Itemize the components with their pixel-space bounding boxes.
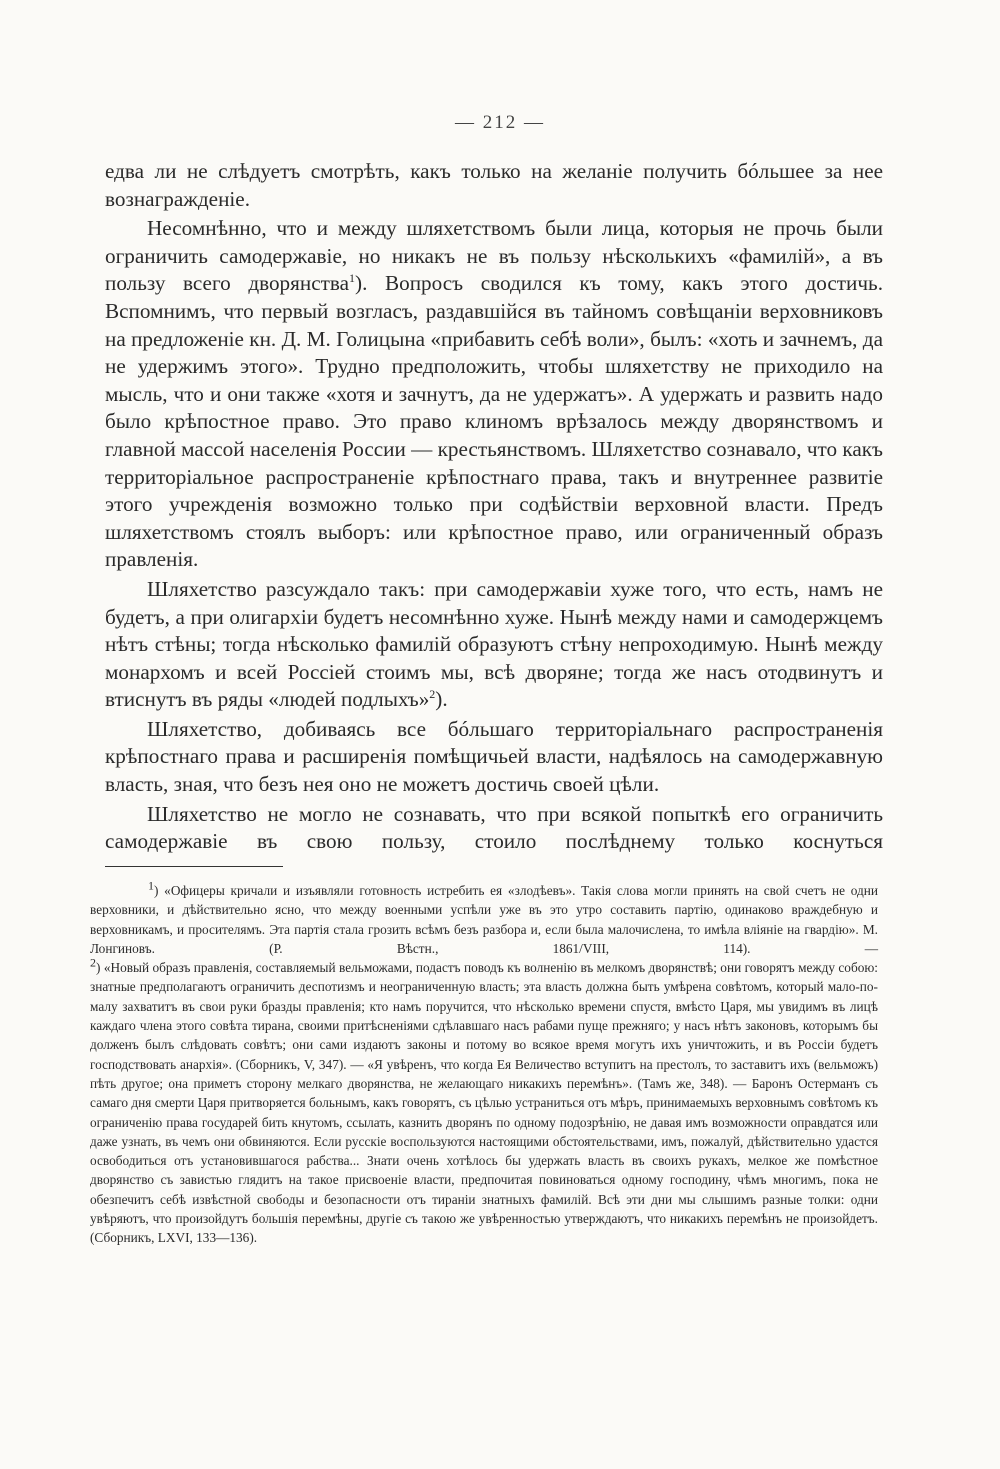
footnote-ref-1: 1 bbox=[349, 271, 356, 286]
footnote-2-marker: 2 bbox=[90, 955, 96, 970]
footnote-1 bbox=[90, 878, 878, 958]
page-number: — 212 — bbox=[455, 112, 545, 133]
main-text bbox=[105, 158, 883, 856]
paragraph-3 bbox=[105, 576, 883, 714]
footnote-ref-2: 2 bbox=[429, 687, 436, 702]
footnote-1-marker: 1 bbox=[148, 878, 154, 893]
footnote-divider bbox=[105, 866, 283, 867]
footnote-2-text: ) «Новый образъ правленія, составляемый вельможами, подастъ поводъ къ волненію въ мелкомъ дворянствѣ; они говорятъ между собою: знатные предполагаютъ ограничить деспотизмъ и неограниченную власть; эта власть должна быть умѣрена совѣтомъ, который мало-по-малу захватитъ въ свои руки бразды правленія; кто намъ поручится, что нѣсколько времени спустя, вмѣсто Царя, мы увидимъ въ лицѣ каждаго члена этого совѣта тирана, своими притѣсненіями сдѣлавшаго насъ рабами пуще прежняго; у насъ нѣтъ законовъ, которымъ бы долженъ былъ слѣдовать совѣтъ; они сами издаютъ законы и потому во всякое время могутъ ихъ уничтожить, и въ Россіи будетъ господствовать анархія». (Сборникъ, V, 347). — «Я увѣренъ, что когда Ея Величество вступитъ на престолъ, то заставитъ ихъ (вельможъ) пѣть другое; она приметъ сторону мелкаго дворянства, не желающаго никакихъ перемѣнъ». (Тамъ же, 348). — Баронъ Остерманъ съ самаго дня смерти Царя притворяется больнымъ, какъ говорятъ, съ цѣлью устраниться отъ мѣръ, принимаемыхъ верховнымъ совѣтомъ къ ограниченію права государей бить кнутомъ, ссылать, казнить дворянъ по одному подозрѣнію, не давая имъ возможности оправдатся или даже узнать, въ чемъ они обвиняются. Если русскіе воспользуются настоящими обстоятельствами, имъ, пожалуй, дѣйствительно удастся освободиться отъ установившагося рабства... Знати очень хотѣлось бы удержать власть въ своихъ рукахъ, мелкое же помѣстное дворянство съ завистью глядитъ на такое присвоеніе власти, предпочитая повиноваться одному господину, чѣмъ многимъ, пока не обезпечитъ себѣ извѣстной свободы и безопасности отъ тираніи знатныхъ фамилій. Всѣ эти дни мы слышимъ разные толки: одни увѣряютъ, что произойдутъ большія перемѣны, другіе съ такою же увѣренностью утверждаютъ, что никакихъ перемѣнъ не произойдетъ. (Сборникъ, LXVI, 133—136). bbox=[90, 960, 878, 1246]
footnote-1-text: ) «Офицеры кричали и изъявляли готовность истребить ея «злодѣевъ». Такія слова могли принять на свой счетъ не одни верховники, и дѣйствительно ясно, что между военными успѣли уже въ это утро составить партію, одинаково враждебную и верховникамъ, и просителямъ. Эта партія стала грозить всѣмъ безъ разбора и, если была малочислена, то имѣла вліяніе на гвардію». М. Лонгиновъ. (Р. Вѣстн., 1861/VIII, 114). — bbox=[90, 883, 878, 956]
footnote-2 bbox=[90, 955, 878, 1247]
paragraph-3-part-1: Шляхетство разсуждало такъ: при самодержавіи хуже того, что есть, намъ не будетъ, а при олигархіи будетъ несомнѣнно хуже. Нынѣ между нами и самодержцемъ нѣтъ стѣны; тогда нѣсколько фамилій образуютъ стѣну непроходимую. Нынѣ между монархомъ и всей Россіей стоимъ мы, всѣ дворяне; тогда же насъ отодвинутъ и втиснутъ въ ряды «людей подлыхъ» bbox=[105, 576, 883, 712]
paragraph-2-part-2: ). Вопросъ сводился къ тому, какъ этого достичь. Вспомнимъ, что первый возгласъ, раздавшійся въ тайномъ совѣщаніи верховниковъ на предложеніе кн. Д. М. Голицына «прибавить себѣ воли», былъ: «хоть и зачнемъ, да не удержимъ этого». Трудно предположить, чтобы шляхетству не приходило на мысль, что и они также «хотя и зачнутъ, да не удержатъ». А удержать и развить надо было крѣпостное право. Это право клиномъ врѣзалось между дворянствомъ и главной массой населенія России — крестьянствомъ. Шляхетство сознавало, что какъ территоріальное распространеніе крѣпостнаго права, такъ и внутреннее развитіе этого учрежденія возможно только при содѣйствіи верховной власти. Предъ шляхетствомъ стоялъ выборъ: или крѣпостное право, или ограниченный образъ правленія. bbox=[105, 271, 884, 572]
paragraph-3-part-2: ). bbox=[435, 687, 448, 712]
paragraph-2-part-1: Несомнѣнно, что и между шляхетствомъ были лица, которыя не прочь были ограничить самодержавіе, но никакъ не въ пользу нѣсколькихъ «фамилій», а въ пользу всего дворянства bbox=[105, 216, 883, 296]
paragraph-4: Шляхетство, добиваясь все бóльшаго территоріальнаго распространенія крѣпостнаго права и расширенія помѣщичьей власти, надѣялось на самодержавную власть, зная, что безъ нея оно не можетъ достичь своей цѣли. bbox=[105, 716, 883, 797]
paragraph-2 bbox=[105, 215, 883, 574]
footnotes bbox=[90, 878, 878, 1248]
paragraph-5: Шляхетство не могло не сознавать, что при всякой попыткѣ его ограничить самодержавіе въ свою пользу, стоило послѣднему только коснуться bbox=[105, 801, 883, 854]
paragraph-1: едва ли не слѣдуетъ смотрѣть, какъ только на желаніе получить бóльшее за нее вознагражденіе. bbox=[105, 159, 883, 211]
